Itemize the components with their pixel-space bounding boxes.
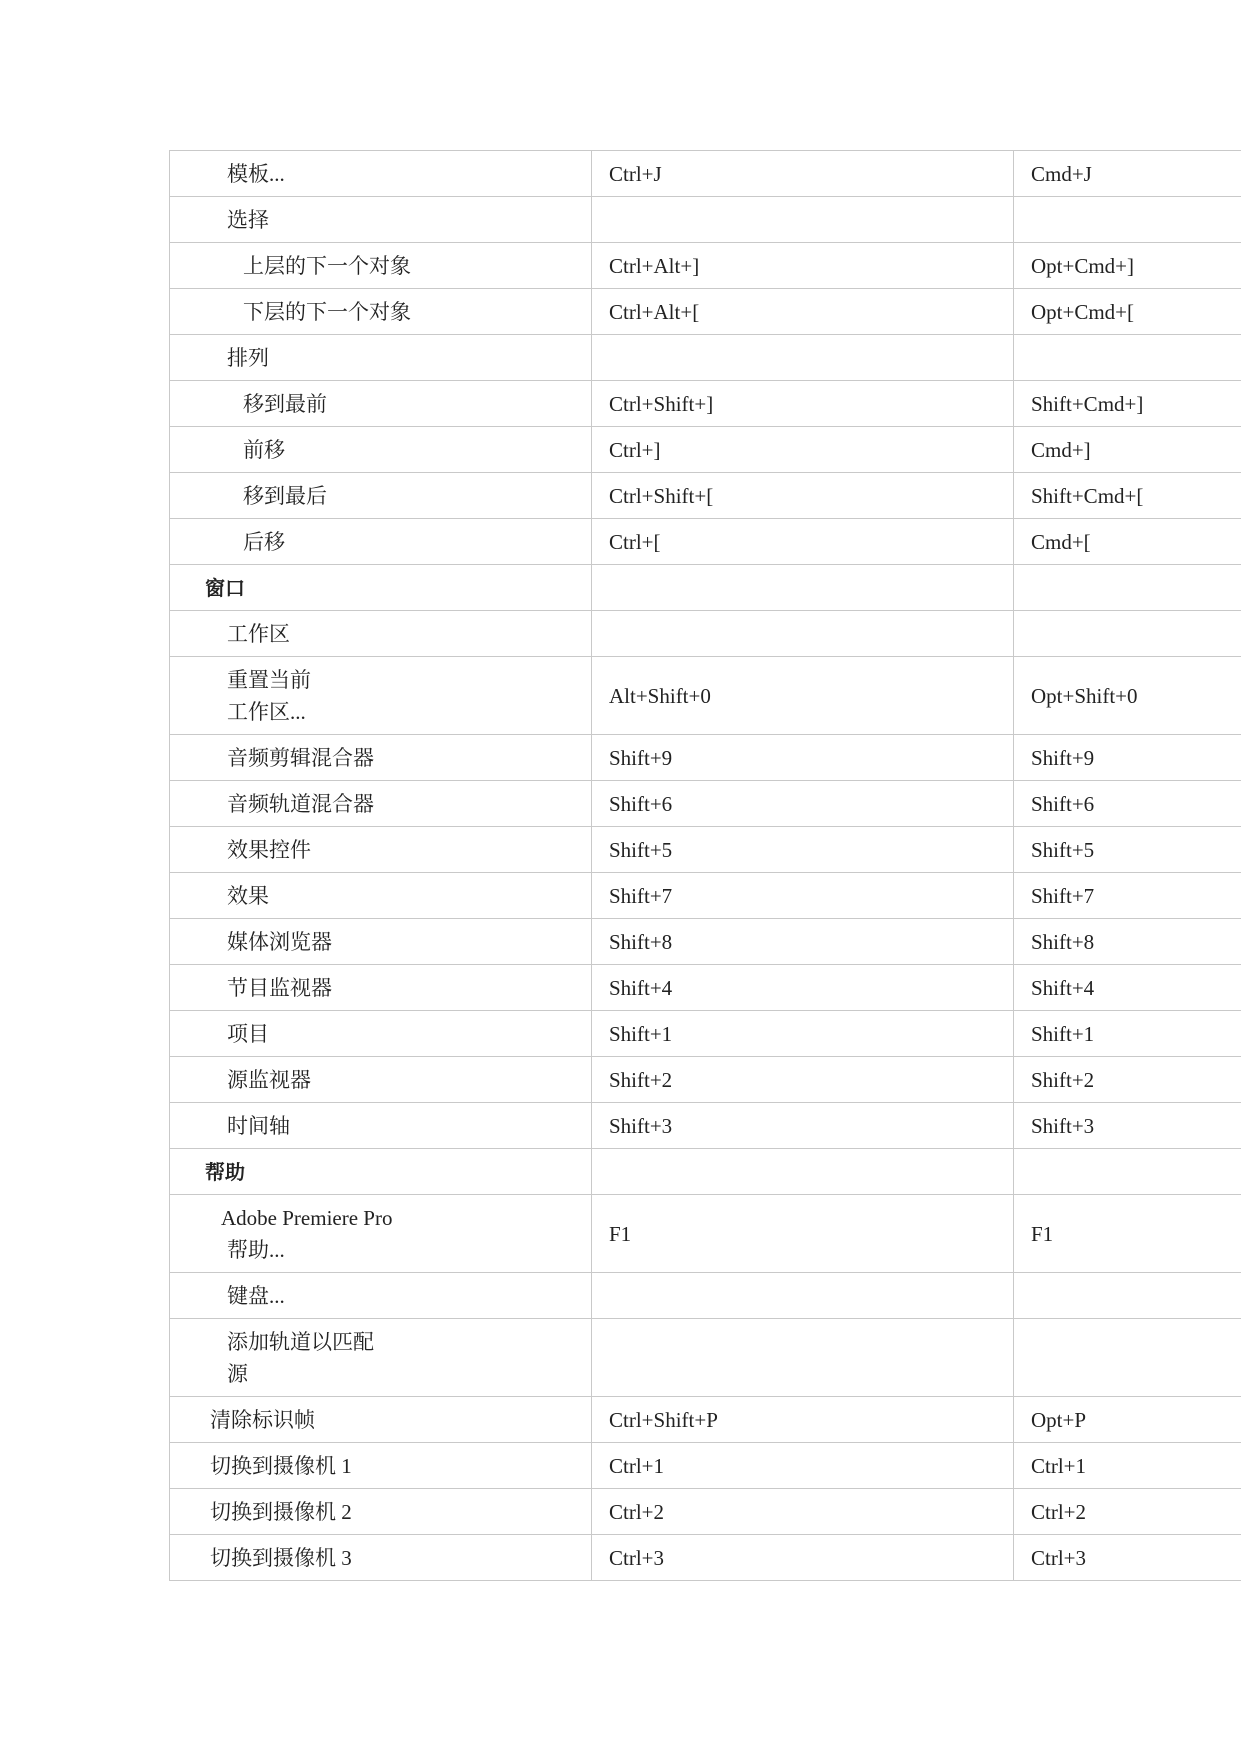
windows-shortcut-cell: Shift+5 [592,827,1014,873]
windows-shortcut-cell [592,335,1014,381]
command-cell [170,919,592,965]
command-label: 切换到摄像机 1 [210,1453,352,1478]
windows-shortcut-cell: Ctrl+3 [592,1535,1014,1581]
table-row [170,781,1241,827]
mac-shortcut-cell [1014,1319,1241,1397]
command-cell [170,289,592,335]
command-label: 键盘... [227,1283,285,1308]
mac-shortcut-cell [1014,197,1241,243]
mac-shortcut-cell: Shift+6 [1014,781,1241,827]
command-label: 时间轴 [227,1113,290,1138]
command-cell [170,1103,592,1149]
windows-shortcut-cell [592,197,1014,243]
command-label: 窗口 [205,575,245,600]
command-label: 添加轨道以匹配 [227,1329,374,1354]
table-row [170,243,1241,289]
command-cell [170,965,592,1011]
windows-shortcut-cell: Shift+1 [592,1011,1014,1057]
command-cell [170,243,592,289]
mac-shortcut-cell: Cmd+[ [1014,519,1241,565]
mac-shortcut-cell: Shift+5 [1014,827,1241,873]
command-label: 移到最后 [243,483,327,508]
command-label: 源 [227,1361,248,1386]
windows-shortcut-cell: Ctrl+J [592,151,1014,197]
table-row [170,565,1241,611]
windows-shortcut-cell [592,1149,1014,1195]
command-cell [170,151,592,197]
mac-shortcut-cell: Shift+Cmd+[ [1014,473,1241,519]
windows-shortcut-cell [592,1273,1014,1319]
command-label: 模板... [227,161,285,186]
command-label: 清除标识帧 [210,1407,315,1432]
command-label: 项目 [227,1021,269,1046]
command-label: 源监视器 [227,1067,311,1092]
command-cell [170,657,592,735]
command-label: 帮助 [205,1159,245,1184]
command-label: 音频轨道混合器 [227,791,374,816]
command-label: 上层的下一个对象 [243,253,411,278]
table-row [170,1011,1241,1057]
command-label: 音频剪辑混合器 [227,745,374,770]
mac-shortcut-cell: Opt+Cmd+] [1014,243,1241,289]
table-row [170,735,1241,781]
command-label: 切换到摄像机 3 [210,1545,352,1570]
command-cell [170,1011,592,1057]
table-row [170,1273,1241,1319]
shortcut-table [169,150,1241,1581]
command-cell [170,565,592,611]
mac-shortcut-cell: Shift+9 [1014,735,1241,781]
command-cell [170,1149,592,1195]
table-row [170,1397,1241,1443]
command-cell [170,473,592,519]
mac-shortcut-cell: Opt+Cmd+[ [1014,289,1241,335]
windows-shortcut-cell: Ctrl+Shift+] [592,381,1014,427]
table-row [170,151,1241,197]
windows-shortcut-cell: Ctrl+1 [592,1443,1014,1489]
table-row [170,1103,1241,1149]
table-row [170,197,1241,243]
table-row [170,335,1241,381]
command-label: 工作区 [227,621,290,646]
command-label: 后移 [243,529,285,554]
command-label: 切换到摄像机 2 [210,1499,352,1524]
table-row [170,1195,1241,1273]
mac-shortcut-cell: Shift+4 [1014,965,1241,1011]
command-label: 帮助... [227,1237,285,1262]
windows-shortcut-cell: Ctrl+Shift+P [592,1397,1014,1443]
windows-shortcut-cell: Ctrl+Alt+[ [592,289,1014,335]
table-row [170,965,1241,1011]
table-row [170,1149,1241,1195]
table-row [170,611,1241,657]
mac-shortcut-cell [1014,565,1241,611]
mac-shortcut-cell: Ctrl+2 [1014,1489,1241,1535]
command-cell [170,1195,592,1273]
mac-shortcut-cell [1014,611,1241,657]
windows-shortcut-cell: Shift+4 [592,965,1014,1011]
windows-shortcut-cell [592,565,1014,611]
mac-shortcut-cell: Cmd+] [1014,427,1241,473]
windows-shortcut-cell: Shift+2 [592,1057,1014,1103]
windows-shortcut-cell: Shift+8 [592,919,1014,965]
table-row [170,1535,1241,1581]
mac-shortcut-cell: Shift+7 [1014,873,1241,919]
table-row [170,1443,1241,1489]
mac-shortcut-cell: Shift+3 [1014,1103,1241,1149]
mac-shortcut-cell: Shift+2 [1014,1057,1241,1103]
table-row [170,427,1241,473]
table-row [170,657,1241,735]
windows-shortcut-cell: F1 [592,1195,1014,1273]
windows-shortcut-cell: Ctrl+2 [592,1489,1014,1535]
command-label: 媒体浏览器 [227,929,332,954]
windows-shortcut-cell [592,611,1014,657]
table-row [170,473,1241,519]
command-cell [170,1319,592,1397]
command-cell [170,735,592,781]
mac-shortcut-cell: Opt+P [1014,1397,1241,1443]
command-label: 重置当前 [227,667,311,692]
table-row [170,827,1241,873]
command-cell [170,335,592,381]
command-label: 效果 [227,883,269,908]
table-row [170,873,1241,919]
mac-shortcut-cell: Opt+Shift+0 [1014,657,1241,735]
command-label: 下层的下一个对象 [243,299,411,324]
command-label: 前移 [243,437,285,462]
mac-shortcut-cell [1014,1273,1241,1319]
command-cell [170,1443,592,1489]
command-label: 工作区... [227,699,306,724]
mac-shortcut-cell [1014,335,1241,381]
table-row [170,519,1241,565]
mac-shortcut-cell: Shift+8 [1014,919,1241,965]
windows-shortcut-cell: Shift+6 [592,781,1014,827]
command-label: 移到最前 [243,391,327,416]
command-label: 排列 [227,345,269,370]
command-cell [170,1273,592,1319]
command-cell [170,1535,592,1581]
mac-shortcut-cell: Cmd+J [1014,151,1241,197]
table-row [170,1057,1241,1103]
table-row [170,381,1241,427]
command-cell [170,1057,592,1103]
command-cell [170,781,592,827]
windows-shortcut-cell: Ctrl+[ [592,519,1014,565]
command-cell [170,1397,592,1443]
mac-shortcut-cell: Shift+1 [1014,1011,1241,1057]
mac-shortcut-cell: Ctrl+3 [1014,1535,1241,1581]
windows-shortcut-cell: Ctrl+Alt+] [592,243,1014,289]
table-row [170,289,1241,335]
command-cell [170,519,592,565]
command-label: Adobe Premiere Pro [221,1205,393,1230]
command-label: 效果控件 [227,837,311,862]
command-cell [170,197,592,243]
mac-shortcut-cell: Shift+Cmd+] [1014,381,1241,427]
shortcut-table-body [170,151,1241,1581]
command-cell [170,381,592,427]
table-row [170,919,1241,965]
command-label: 节目监视器 [227,975,332,1000]
mac-shortcut-cell: F1 [1014,1195,1241,1273]
command-cell [170,827,592,873]
windows-shortcut-cell: Shift+7 [592,873,1014,919]
windows-shortcut-cell: Ctrl+] [592,427,1014,473]
mac-shortcut-cell: Ctrl+1 [1014,1443,1241,1489]
command-label: 选择 [227,207,269,232]
table-row [170,1319,1241,1397]
windows-shortcut-cell: Shift+9 [592,735,1014,781]
mac-shortcut-cell [1014,1149,1241,1195]
command-cell [170,1489,592,1535]
command-cell [170,611,592,657]
windows-shortcut-cell: Ctrl+Shift+[ [592,473,1014,519]
windows-shortcut-cell [592,1319,1014,1397]
windows-shortcut-cell: Shift+3 [592,1103,1014,1149]
table-row [170,1489,1241,1535]
command-cell [170,427,592,473]
command-cell [170,873,592,919]
windows-shortcut-cell: Alt+Shift+0 [592,657,1014,735]
